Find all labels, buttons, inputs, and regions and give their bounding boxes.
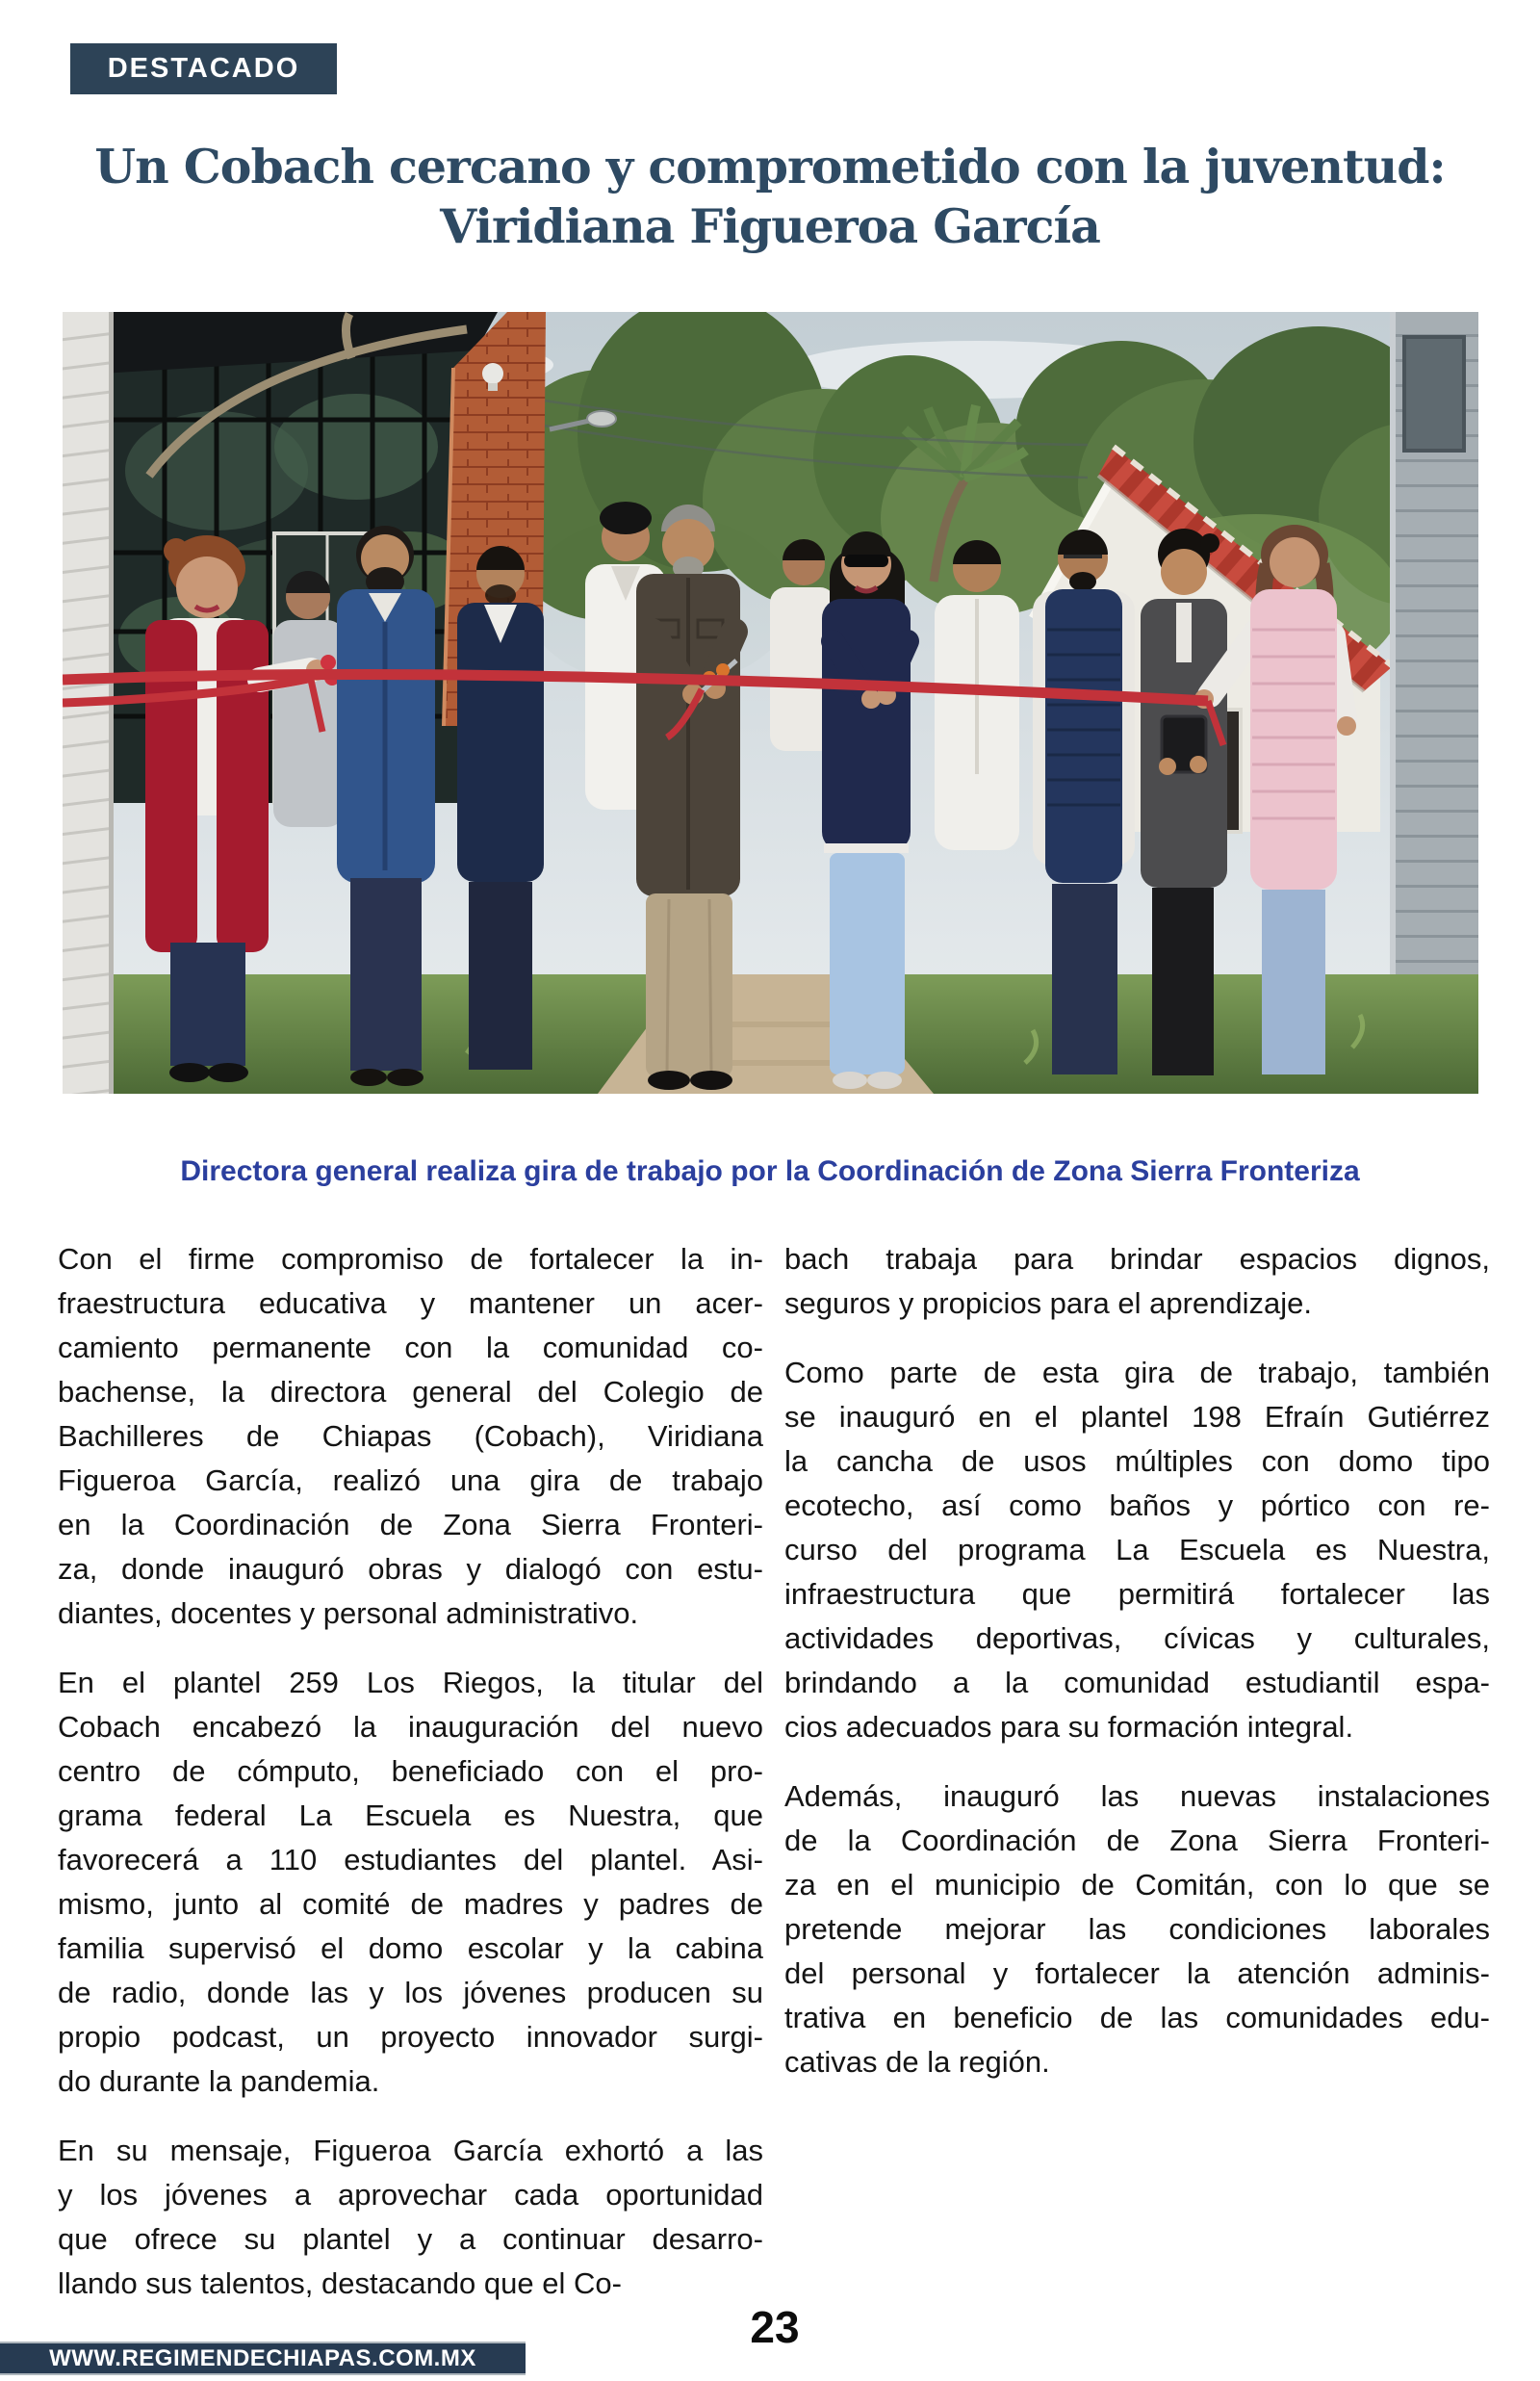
section-badge-label: DESTACADO xyxy=(107,53,300,84)
person-man-cutting-ribbon xyxy=(636,505,740,1090)
article-photo xyxy=(63,312,1478,1094)
person-man-navy-blazer xyxy=(457,546,544,1070)
person-man-denim-jacket xyxy=(337,526,435,1086)
paragraph: bach trabaja para brindar espacios dignos, seguros y propicios para el aprendizaje. xyxy=(784,1242,1490,1320)
page-number: 23 xyxy=(750,2302,800,2352)
paragraph: Como parte de esta gira de trabajo, también se inauguró en el plantel 198 Efraín Gutiérrez la cancha de usos múltiples con domo tipo ecotecho, así como baños y pórtico con re- curso del programa La Escuela es Nuestra, infraestructura que permitirá fortalecer las actividades deportivas, cívicas y culturales, brindando a la comunidad estudiantil espa- cios adecuados para su formación integral. xyxy=(784,1356,1490,1744)
section-badge xyxy=(70,43,337,94)
body-column-right xyxy=(784,1237,1490,2109)
footer-bar xyxy=(0,2342,526,2375)
article-title-line1: Un Cobach cercano y comprometido con la juventud: xyxy=(94,139,1446,194)
article-title xyxy=(0,137,1540,256)
paragraph: Con el firme compromiso de fortalecer la in- fraestructura educativa y mantener un acer- camiento permanente con la comunidad co- bachense, la directora general del Colegio de Bachilleres de Chiapas (Cobach), Viridiana Figueroa García, realizó una gira de trabajo en la Coordinación de Zona Sierra Fronteri- za, donde inauguró obras y dialogó con estu- diantes, docentes y personal administrativo. xyxy=(58,1242,763,1630)
paragraph: En el plantel 259 Los Riegos, la titular del Cobach encabezó la inauguración del nuevo centro de cómputo, beneficiado con el pro- grama federal La Escuela es Nuestra, que favorecerá a 110 estudiantes del plantel. Asi- mismo, junto al comité de madres y padres de familia supervisó el domo escolar y la cabina de radio, donde las y los jóvenes producen su propio podcast, un proyecto innovador surgi- do durante la pandemia. xyxy=(58,1666,763,2098)
person-woman-sunglasses xyxy=(822,531,911,1089)
paragraph: En su mensaje, Figueroa García exhortó a las y los jóvenes a aprovechar cada oportunidad que ofrece su plantel y a continuar desarro- llando sus talentos, destacando que el Co- xyxy=(58,2134,763,2300)
gray-wall-window xyxy=(1404,337,1464,451)
article-title-line2: Viridiana Figueroa García xyxy=(440,198,1100,254)
footer-url: WWW.REGIMENDECHIAPAS.COM.MX xyxy=(49,2344,476,2371)
photo-caption: Directora general realiza gira de trabajo por la Coordinación de Zona Sierra Fronteriza xyxy=(180,1155,1360,1187)
body-column-left xyxy=(58,1237,763,2331)
paragraph: Además, inauguró las nuevas instalaciones de la Coordinación de Zona Sierra Fronteri- za en el municipio de Comitán, con lo que se pretende mejorar las condiciones laborales del personal y fortalecer la atención adminis- trativa en beneficio de las comunidades edu- cativas de la región. xyxy=(784,1779,1490,2079)
